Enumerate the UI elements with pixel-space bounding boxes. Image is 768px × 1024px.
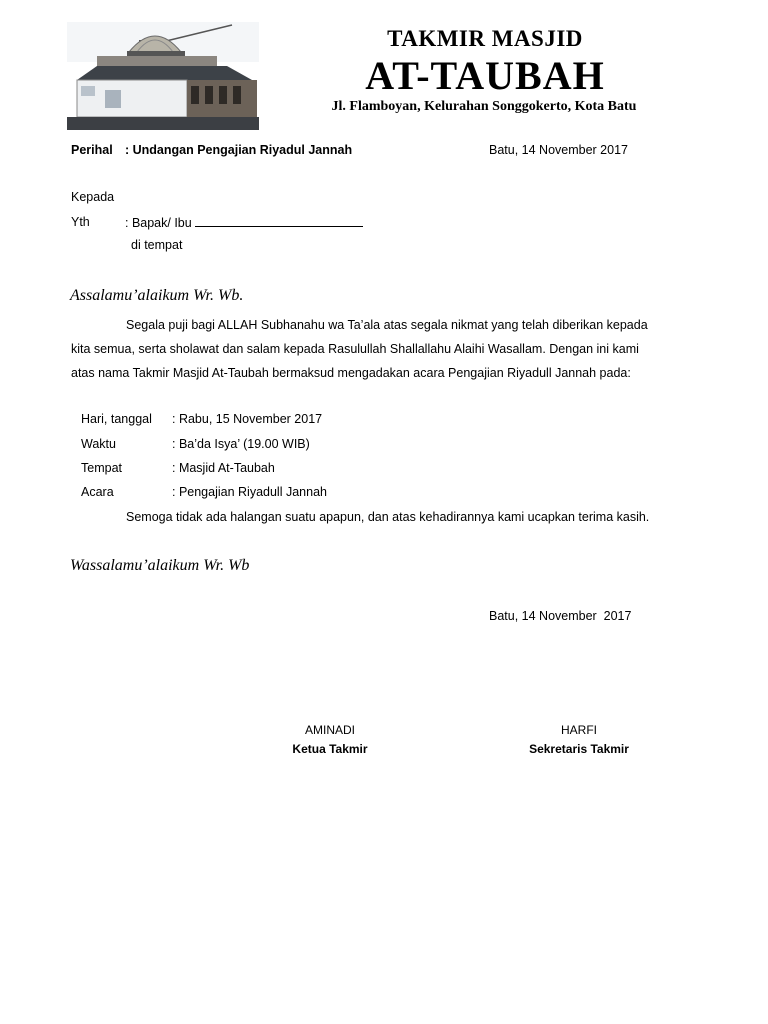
- mosque-photo: [67, 22, 259, 130]
- detail-label: Tempat: [81, 461, 122, 475]
- yth-field: [125, 215, 363, 230]
- signatory-chair: [250, 723, 410, 756]
- detail-label: Waktu: [81, 437, 116, 451]
- detail-value: : Pengajian Riyadull Jannah: [172, 485, 327, 499]
- signatory-title: Sekretaris Takmir: [529, 742, 629, 756]
- closing-greeting: Wassalamu’alaikum Wr. Wb: [70, 557, 250, 574]
- yth-label: Yth: [71, 215, 90, 229]
- perihal-label: Perihal: [71, 143, 113, 157]
- detail-label: Acara: [81, 485, 114, 499]
- org-address: Jl. Flamboyan, Kelurahan Songgokerto, Kota Batu: [331, 99, 637, 114]
- detail-value: : Masjid At-Taubah: [172, 461, 275, 475]
- recipient-blank-line: [195, 215, 363, 227]
- detail-label: Hari, tanggal: [81, 412, 152, 426]
- opening-greeting: Assalamu’alaikum Wr. Wb.: [70, 287, 244, 304]
- paragraph-intro: Segala puji bagi ALLAH Subhanahu wa Ta’ala atas segala nikmat yang telah diberikan kepada kita semua, serta sholawat dan salam kepada Rasulullah Shallallahu Alaihi Wasallam. Dengan ini kami atas nama Takmir Masjid At-Taubah bermaksud mengadakan acara Pengajian Riyadull Jannah pada:: [71, 318, 648, 380]
- perihal-value: : Undangan Pengajian Riyadul Jannah: [125, 143, 353, 157]
- detail-value: : Rabu, 15 November 2017: [172, 412, 323, 426]
- org-name-line1: TAKMIR MASJID: [387, 26, 583, 51]
- letter-date-top: Batu, 14 November 2017: [489, 143, 628, 157]
- signatory-title: Ketua Takmir: [292, 742, 368, 756]
- yth-value: : Bapak/ Ibu: [125, 216, 192, 230]
- signatory-secretary: [499, 723, 659, 756]
- signatory-name: HARFI: [561, 723, 597, 737]
- detail-value: : Ba’da Isya’ (19.00 WIB): [172, 437, 310, 451]
- kepada-label: Kepada: [71, 190, 115, 204]
- paragraph-closing: Semoga tidak ada halangan suatu apapun, dan atas kehadirannya kami ucapkan terima kasih.: [126, 510, 650, 524]
- letter-date-bottom: Batu, 14 November 2017: [489, 609, 632, 623]
- signatory-name: AMINADI: [304, 723, 355, 737]
- di-tempat: di tempat: [131, 238, 183, 252]
- org-name-line2: AT-TAUBAH: [365, 53, 605, 98]
